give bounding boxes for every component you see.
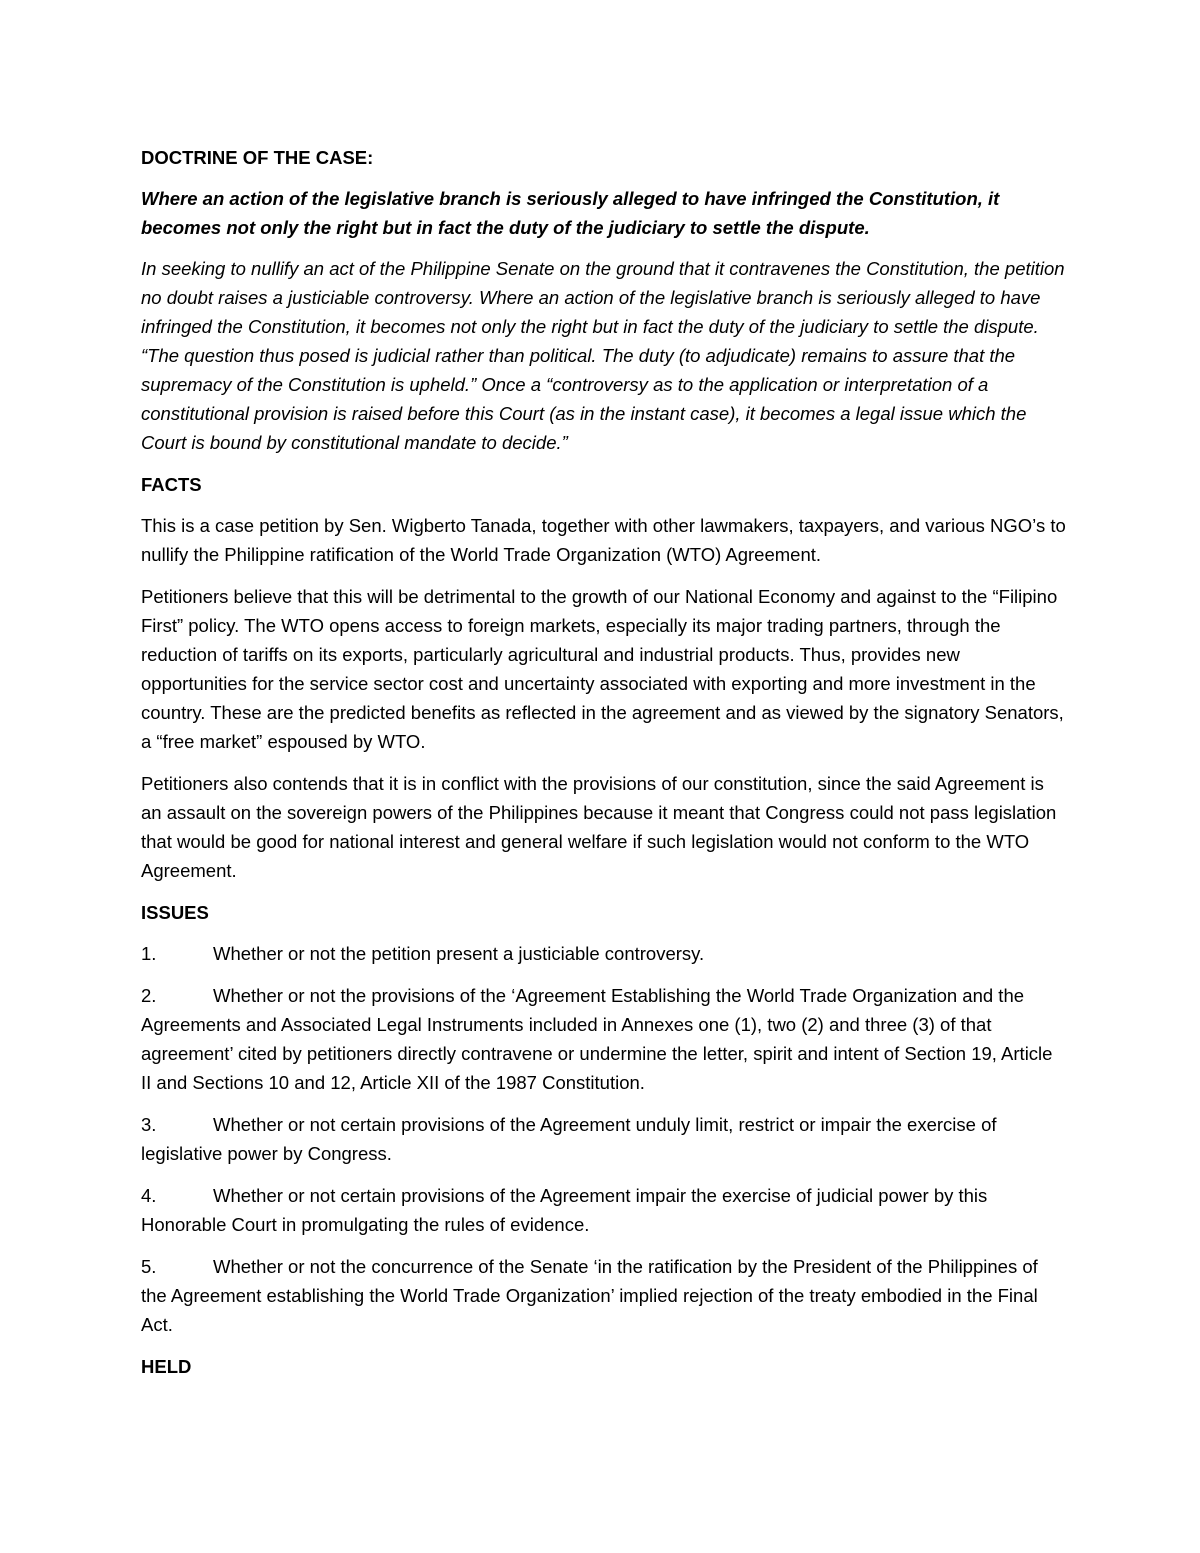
issue-item: [141, 1252, 1066, 1339]
issue-text: Whether or not the petition present a justiciable controversy.: [213, 943, 705, 964]
facts-paragraph: Petitioners believe that this will be detrimental to the growth of our National Economy and against to the “Filipino First” policy. The WTO opens access to foreign markets, especially its major trading partners, through the reduction of tariffs on its exports, particularly agricultural and industrial products. Thus, provides new opportunities for the service sector cost and uncertainty associated with exporting and more investment in the country. These are the predicted benefits as reflected in the agreement and as viewed by the signatory Senators, a “free market” espoused by WTO.: [141, 586, 1064, 752]
issue-number: 3.: [141, 1114, 157, 1135]
issue-item: [141, 1181, 1066, 1239]
issue-text: Whether or not certain provisions of the Agreement unduly limit, restrict or impair the exercise of legislative power by Congress.: [141, 1114, 997, 1164]
doctrine-principle: Where an action of the legislative branch is seriously alleged to have infringed the Constitution, it becomes not only the right but in fact the duty of the judiciary to settle the dispute.: [141, 188, 1000, 238]
issue-text: Whether or not the concurrence of the Senate ‘in the ratification by the President of the Philippines of the Agreement establishing the World Trade Organization’ implied rejection of the treaty embodied in the Final Act.: [141, 1256, 1038, 1335]
facts-paragraph: This is a case petition by Sen. Wigberto Tanada, together with other lawmakers, taxpayers, and various NGO’s to nullify the Philippine ratification of the World Trade Organization (WTO) Agreement.: [141, 515, 1066, 565]
issue-item: [141, 1110, 1066, 1168]
issue-number: 2.: [141, 985, 157, 1006]
issue-item: [141, 939, 1066, 968]
issue-text: Whether or not the provisions of the ‘Agreement Establishing the World Trade Organization and the Agreements and Associated Legal Instruments included in Annexes one (1), two (2) and three (3) of that agreement’ cited by petitioners directly contravene or undermine the letter, spirit and intent of Section 19, Article II and Sections 10 and 12, Article XII of the 1987 Constitution.: [141, 985, 1053, 1093]
doctrine-explanation: In seeking to nullify an act of the Philippine Senate on the ground that it contravenes the Constitution, the petition no doubt raises a justiciable controversy. Where an action of the legislative branch is seriously alleged to have infringed the Constitution, it becomes not only the right but in fact the duty of the judiciary to settle the dispute. “The question thus posed is judicial rather than political. The duty (to adjudicate) remains to assure that the supremacy of the Constitution is upheld.” Once a “controversy as to the application or interpretation of a constitutional provision is raised before this Court (as in the instant case), it becomes a legal issue which the Court is bound by constitutional mandate to decide.”: [141, 258, 1065, 453]
issue-text: Whether or not certain provisions of the Agreement impair the exercise of judicial power by this Honorable Court in promulgating the rules of evidence.: [141, 1185, 988, 1235]
facts-heading: FACTS: [141, 474, 202, 495]
issues-heading: ISSUES: [141, 902, 209, 923]
held-heading: HELD: [141, 1356, 192, 1377]
issue-item: [141, 981, 1066, 1097]
issue-number: 1.: [141, 943, 157, 964]
facts-paragraph: Petitioners also contends that it is in conflict with the provisions of our constitution, since the said Agreement is an assault on the sovereign powers of the Philippines because it meant that Congress could not pass legislation that would be good for national interest and general welfare if such legislation would not conform to the WTO Agreement.: [141, 773, 1057, 881]
doctrine-heading: DOCTRINE OF THE CASE:: [141, 147, 374, 168]
issue-number: 5.: [141, 1256, 157, 1277]
document-body: [141, 143, 1066, 1393]
issue-number: 4.: [141, 1185, 157, 1206]
